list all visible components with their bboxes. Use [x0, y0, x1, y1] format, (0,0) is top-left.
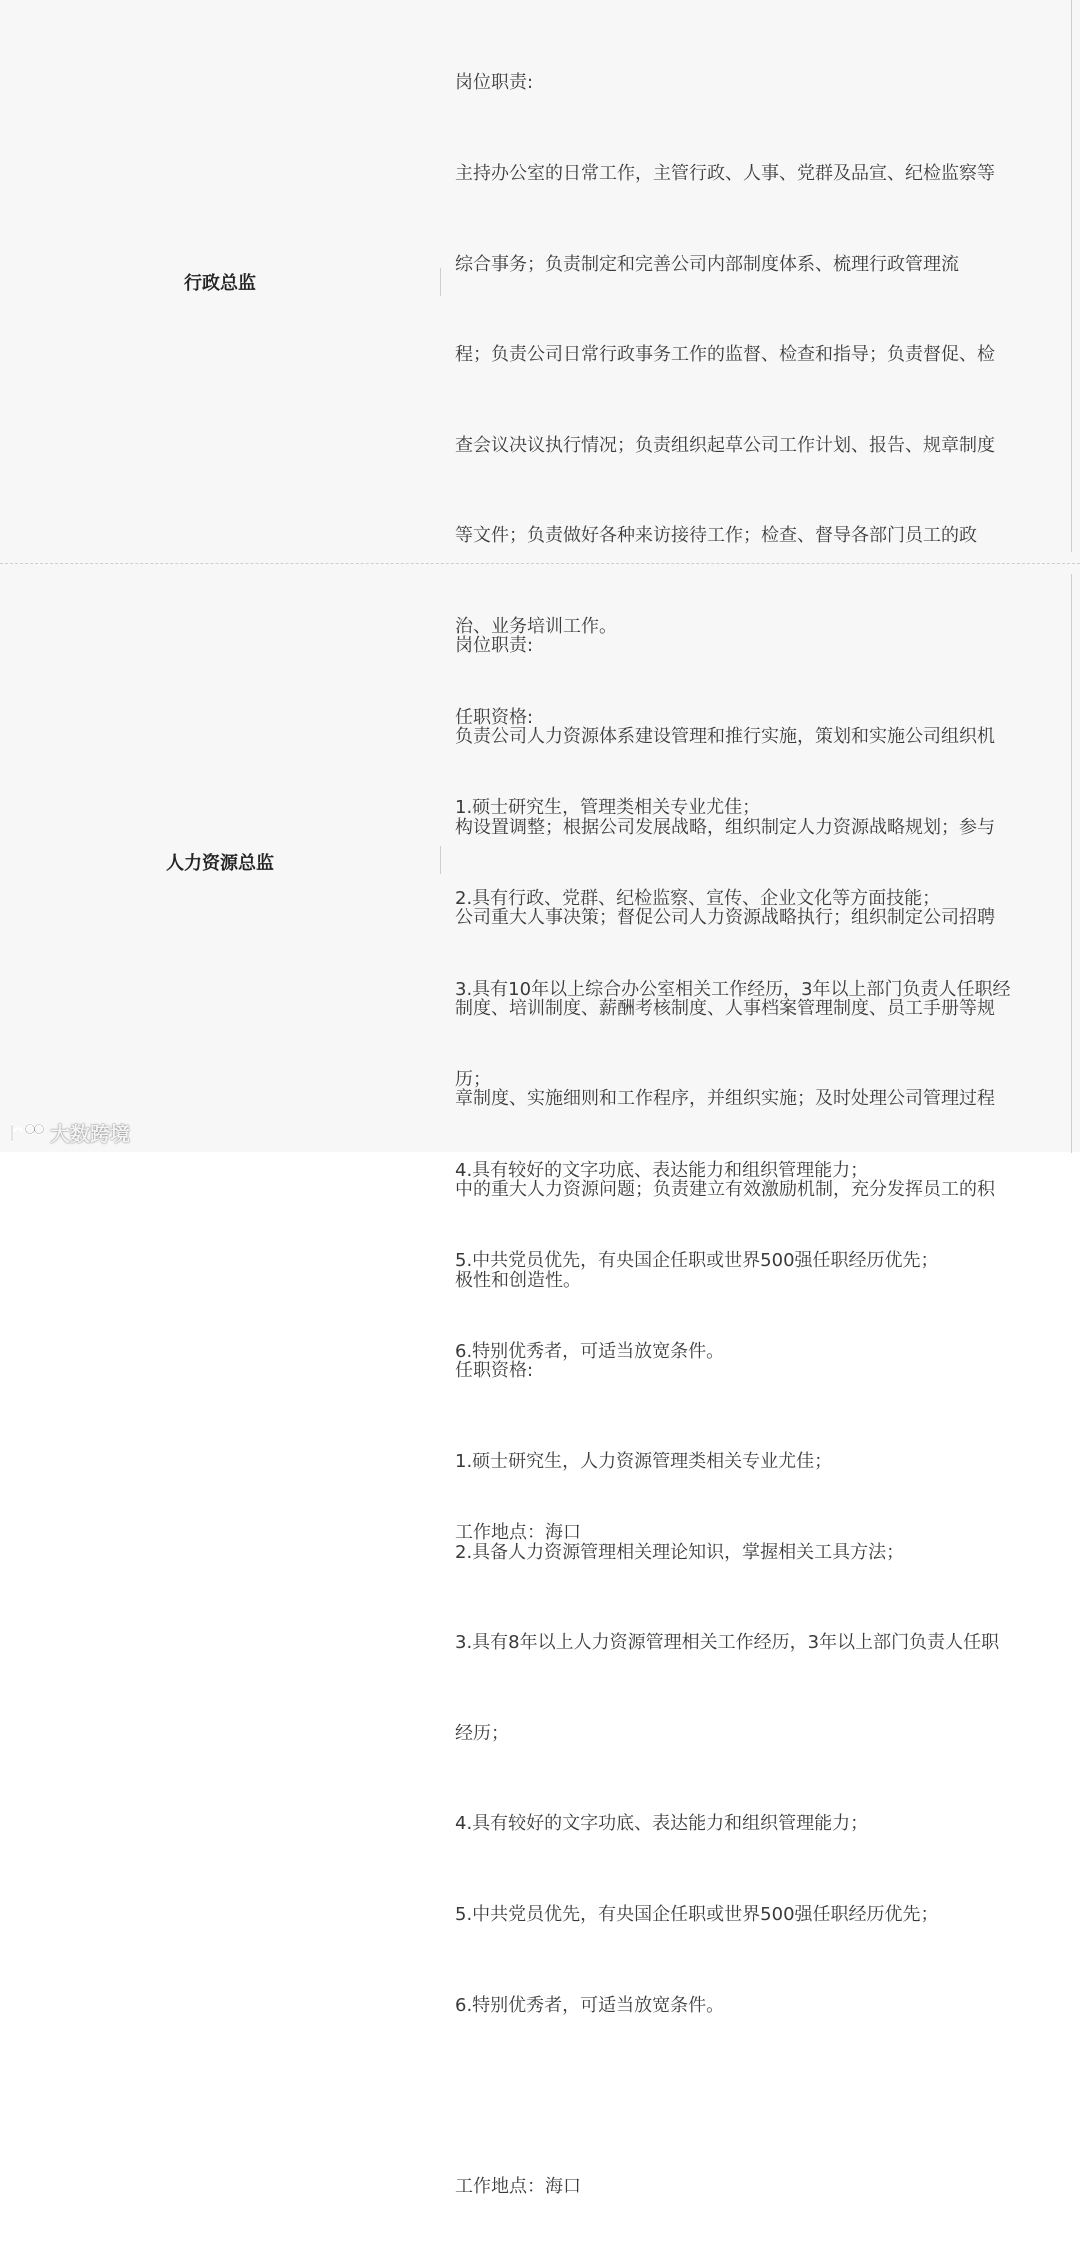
- work-location: 工作地点：海口: [455, 1522, 581, 1544]
- qualifications-heading: 任职资格:: [455, 1360, 534, 1382]
- duties-line: 负责公司人力资源体系建设管理和推行实施，策划和实施公司组织机: [455, 726, 995, 748]
- qualification-line: 经历；: [455, 1722, 509, 1744]
- table-right-border: [1071, 574, 1072, 1153]
- qualification-line: 5.中共党员优先，有央国企任职或世界500强任职经历优先；: [455, 1250, 939, 1272]
- duties-line: 等文件；负责做好各种来访接待工作；检查、督导各部门员工的政: [455, 525, 977, 547]
- job-title: 行政总监: [184, 272, 256, 294]
- duties-line: 主持办公室的日常工作，主管行政、人事、党群及品宣、纪检监察等: [455, 163, 995, 185]
- qualification-line: 2.具备人力资源管理相关理论知识，掌握相关工具方法；: [455, 1541, 905, 1563]
- qualification-line: 历；: [455, 1069, 491, 1091]
- duties-line: 构设置调整；根据公司发展战略，组织制定人力资源战略规划；参与: [455, 816, 995, 838]
- duties-heading: 岗位职责:: [455, 72, 534, 94]
- duties-heading: 岗位职责:: [455, 635, 534, 657]
- duties-line: 查会议决议执行情况；负责组织起草公司工作计划、报告、规章制度: [455, 434, 995, 456]
- table-right-border: [1071, 0, 1072, 552]
- qualification-line: 3.具有8年以上人力资源管理相关工作经历，3年以上部门负责人任职: [455, 1632, 1000, 1654]
- qualification-line: 3.具有10年以上综合办公室相关工作经历，3年以上部门负责人任职经: [455, 978, 1011, 1000]
- qualification-line: 1.硕士研究生，人力资源管理类相关专业尤佳；: [455, 1450, 833, 1472]
- duties-line: 程；负责公司日常行政事务工作的监督、检查和指导；负责督促、检: [455, 344, 995, 366]
- column-divider: [440, 268, 441, 296]
- qualification-line: 1.硕士研究生，管理类相关专业尤佳；: [455, 797, 761, 819]
- job-row-hr: [0, 563, 1080, 2197]
- work-location: 工作地点：海口: [455, 2175, 581, 2197]
- duties-line: 综合事务；负责制定和完善公司内部制度体系、梳理行政管理流: [455, 253, 959, 275]
- qualification-line: 6.特别优秀者，可适当放宽条件。: [455, 1340, 725, 1362]
- qualification-line: 4.具有较好的文字功底、表达能力和组织管理能力；: [455, 1813, 869, 1835]
- job-description: [455, 571, 1071, 2262]
- watermark: [8, 1117, 130, 1147]
- watermark-text: 大数跨境: [50, 1121, 130, 1146]
- duties-line: 中的重大人力资源问题；负责建立有效激励机制，充分发挥员工的积: [455, 1179, 995, 1201]
- duties-line: 章制度、实施细则和工作程序，并组织实施；及时处理公司管理过程: [455, 1088, 995, 1110]
- duties-line: 极性和创造性。: [455, 1269, 581, 1291]
- job-title: 人力资源总监: [166, 853, 274, 874]
- brand-logo-icon: [8, 1119, 46, 1145]
- column-divider: [440, 846, 441, 874]
- qualifications-heading: 任职资格:: [455, 706, 534, 728]
- qualification-line: 4.具有较好的文字功底、表达能力和组织管理能力；: [455, 1159, 869, 1181]
- duties-line: 制度、培训制度、薪酬考核制度、人事档案管理制度、员工手册等规: [455, 997, 995, 1019]
- qualification-line: 5.中共党员优先，有央国企任职或世界500强任职经历优先；: [455, 1903, 939, 1925]
- qualification-line: 2.具有行政、党群、纪检监察、宣传、企业文化等方面技能；: [455, 887, 941, 909]
- duties-line: 公司重大人事决策；督促公司人力资源战略执行；组织制定公司招聘: [455, 907, 995, 929]
- qualification-line: 6.特别优秀者，可适当放宽条件。: [455, 1994, 725, 2016]
- duties-line: 治、业务培训工作。: [455, 616, 617, 638]
- spacer: [455, 2081, 1071, 2111]
